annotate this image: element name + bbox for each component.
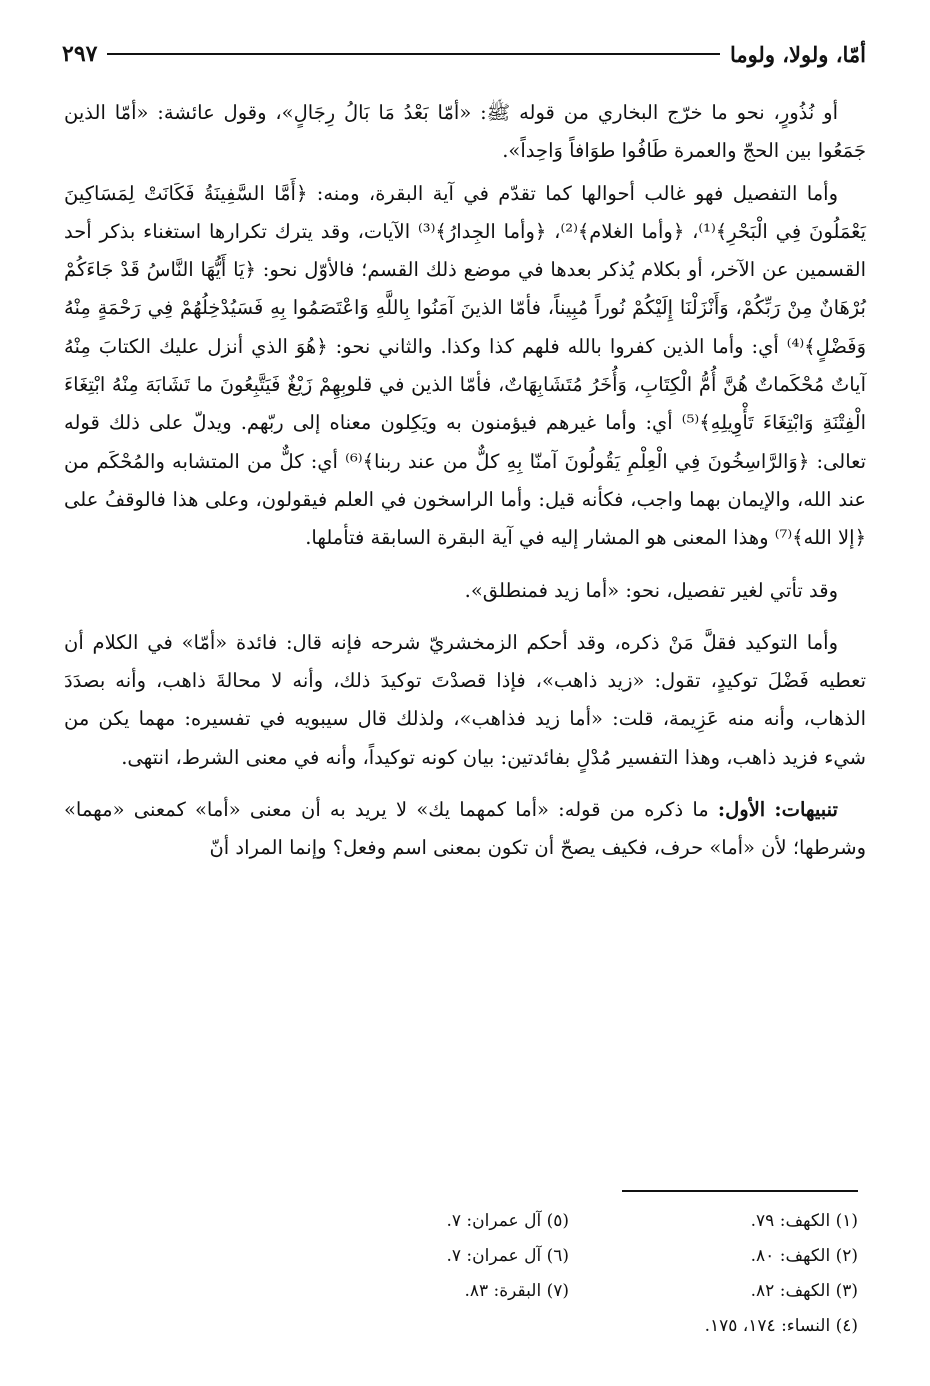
footnote-5: (٥) آل عمران: ٧. bbox=[446, 1211, 569, 1231]
page-header bbox=[62, 34, 866, 74]
notes-text: ما ذكره من قوله: «أما كمهما يك» لا يريد به أن معنى «أما» كمعنى «مهما» وشرطها؛ لأن «أما» حرف، فكيف يصحّ أن تكون بمعنى اسم وفعل؟ وإنما المراد أنّ bbox=[64, 798, 866, 860]
paragraph-3: وقد تأتي لغير تفصيل، نحو: «أما زيد فمنطلق». bbox=[464, 578, 838, 602]
notes-paragraph bbox=[64, 791, 866, 868]
header-rule bbox=[107, 53, 719, 55]
footnote-3: (٣) الكهف: ٨٢. bbox=[750, 1281, 858, 1301]
footnote-1: (١) الكهف: ٧٩. bbox=[750, 1211, 858, 1231]
page-number: ٢٩٧ bbox=[62, 41, 98, 67]
footnotes bbox=[300, 1204, 858, 1344]
footnote-6: (٦) آل عمران: ٧. bbox=[446, 1246, 569, 1266]
notes-lead-sub: الأول: bbox=[717, 798, 766, 822]
footnote-rule bbox=[622, 1190, 858, 1192]
main-text bbox=[64, 94, 866, 882]
footnote-2: (٢) الكهف: ٨٠. bbox=[750, 1246, 858, 1266]
footnote-4: (٤) النساء: ١٧٤، ١٧٥. bbox=[704, 1316, 858, 1336]
notes-lead: تنبيهات: bbox=[774, 798, 838, 822]
footnotes-right-column bbox=[589, 1204, 858, 1344]
paragraph-2: وأما التفصيل فهو غالب أحوالها كما تقدّم في آية البقرة، ومنه: ﴿أَمَّا السَّفِينَةُ فَكَانَتْ لِمَسَاكِينَ يَعْمَلُونَ فِي الْبَحْرِ﴾⁽¹⁾، ﴿وأما الغلام﴾⁽²⁾، ﴿وأما الجِدارُ﴾⁽³⁾ الآيات، وقد يترك تكرارها استغناء بذكر أحد القسمين عن الآخر، أو بكلام يُذكر بعدها في موضع ذلك القسم؛ فالأوّل نحو: ﴿يَا أَيُّهَا النَّاسُ قَدْ جَاءَكُمْ بُرْهَانٌ مِنْ رَبِّكُمْ، وَأَنْزَلْنَا إِلَيْكُمْ نُوراً مُبِيناً، فأمّا الذينَ آمَنُوا بِاللَّهِ وَاعْتَصَمُوا بِهِ فَسَيُدْخِلُهُمْ فِي رَحْمَةٍ مِنْهُ وَفَضْلٍ﴾⁽⁴⁾ أي: وأما الذين كفروا بالله فلهم كذا وكذا. والثاني نحو: ﴿هُوَ الذي أنزل عليك الكتابَ مِنْهُ آياتٌ مُحْكَماتٌ هُنَّ أُمُّ الْكِتَابِ، وَأُخَرُ مُتَشَابِهَاتٌ، فأمّا الذين في قلوبِهِمْ زَيْغٌ فَيَتَّبِعُونَ ما تَشَابَهَ مِنْهُ ابْتِغَاءَ الْفِتْنَةِ وَابْتِغَاءَ تَأْوِيلِهِ﴾⁽⁵⁾ أي: وأما غيرهم فيؤمنون به ويَكِلون معناه إلى ربّهم. ويدلّ على ذلك قوله تعالى: ﴿وَالرَّاسِخُونَ فِي الْعِلْمِ يَقُولُونَ آمنّا بِهِ كلٌّ من عند ربنا﴾⁽⁶⁾ أي: كلٌّ من المتشابه والمُحْكَم من عند الله، والإيمان بهما واجب، فكأنه قيل: وأما الراسخون في العلم فيقولون، وعلى هذا فالوقفُ على ﴿إلا الله﴾⁽⁷⁾ وهذا المعنى هو المشار إليه في آية البقرة السابقة فتأملها. bbox=[64, 181, 867, 550]
paragraph-1: أو نُذُورٍ، نحو ما خرّج البخاري من قوله ﷺ: «أمّا بَعْدُ مَا بَالُ رِجَالٍ»، وقول عائشة: «أمّا الذين جَمَعُوا بين الحجّ والعمرة طَافُوا طوَافاً وَاحِداً». bbox=[64, 101, 866, 163]
paragraph-4: وأما التوكيد فقلَّ مَنْ ذكره، وقد أحكم الزمخشريّ شرحه فإنه قال: فائدة «أمّا» في الكلام أن تعطيه فَضْلَ توكيدٍ، تقول: «زيد ذاهب»، فإذا قصدْتَ توكيدَ ذلك، وأنه لا محالةَ ذاهب، وأنه بصدَدَ الذهاب، وأنه منه عَزِيمة، قلت: «أما زيد فذاهب»، ولذلك قال سيبويه في تفسيره: مهما يكن من شيء فزيد ذاهب، وهذا التفسير مُدْلٍ بفائدتين: بيان كونه توكيداً، وأنه في معنى الشرط، انتهى. bbox=[64, 630, 866, 769]
running-title: أمّا، ولولا، ولوما bbox=[729, 41, 866, 67]
footnotes-left-column bbox=[300, 1204, 569, 1344]
footnote-7: (٧) البقرة: ٨٣. bbox=[464, 1281, 569, 1301]
